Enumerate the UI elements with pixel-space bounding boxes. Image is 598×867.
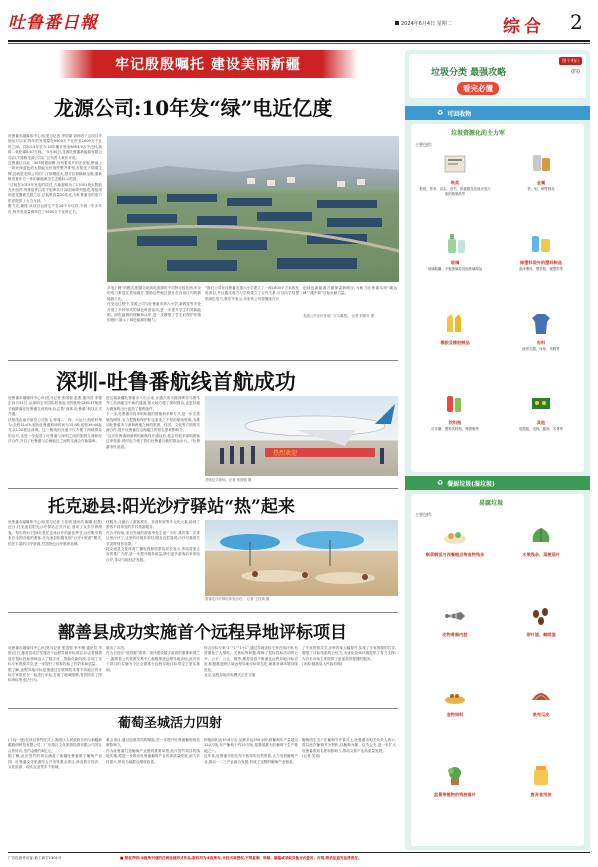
infographic-header [409, 54, 586, 98]
infographic-subtitle: 看完必懂 [457, 82, 499, 95]
article-body: 吐鲁番市融媒体中心讯(见习记者 张国强 赵燕 通讯员 李德正)5月31日,从深圳宝安国际机场起飞的航班CZ6137航班平稳降落在吐鲁番交河机场,标志着“深圳-吐鲁番”航线正式开通。 该航线由南方航空公司执飞,每周二、四、六运行,航班时刻为:去程11:05,到达吐鲁番机场时间为15:40;返程16:40起飞,21:20抵达深圳。这一航线的开通不仅方便了两地群众的出行,还进一步促进了吐鲁番与深圳之间的旅游交流和经济合作,开启了吐鲁番与沿海地区之间的交流合作新篇章。 [8, 396, 102, 444]
coffee-grounds-icon [527, 602, 555, 630]
page-number: 2 [570, 10, 583, 34]
category-label: 水果残余、菜梗菜叶 [522, 552, 560, 557]
issue-tag: (四) [571, 69, 580, 75]
category-label: 饮料瓶 [448, 420, 462, 425]
rubber-icon [441, 310, 469, 338]
solar-farm-photo [107, 136, 399, 282]
article-body: 多电上网”的模式,根据各地风电资源的不同特点按比例,多余的电力都送往其他地方,帮助这些地区提升在自治区内的新能源占比。 在发电过程中,龙源公司与吐鲁番市第六小学,新教室等多处开展了多种形式的绿色科普活动,进一步提升学生们对新能源、绿色能源的理解和认识,进一步增强了学生们保护环境的意识,展示了绿色能源的魅力。 [107, 286, 201, 323]
plant-branch-icon [441, 762, 469, 790]
category-item [505, 762, 577, 838]
category-item [419, 150, 491, 226]
svg-text:热烈欢迎: 热烈欢迎 [273, 451, 298, 457]
category-label: 茶叶渣、咖啡渣 [526, 632, 556, 637]
solar-farm-illustration [107, 136, 399, 282]
category-label: 剩菜剩饭与西餐糕点等食物残余 [425, 552, 485, 557]
leftover-food-icon [441, 522, 469, 550]
recyclable-section-bar [405, 106, 590, 120]
series-tag: 图个明白 [559, 57, 582, 65]
category-description: 电路板、电线、插座、木材等 [518, 427, 564, 431]
article-body: “我们公司在吐鲁番市第六小学建立了一座1800平方米的发电项目,并且通过电力与学校建立了合作关系,可以向学校提供绿色电力,黄东平表示,未来该公司将继续在开 [205, 286, 299, 301]
article-body: 做出了示范。 作为自治区“放管服”改革、加快建设数字政府的重要举措之一,鄯善县公共资源交易中心积极推进远程异地评标,此次首个项目的实施为今后全面推行远程异地评标奠定了坚实基础。 [106, 646, 200, 672]
article-body: (上接一版)在项目签约仪式上,鄯善区人民政府分别与新疆新疆数码科技有限公司、广东湾区文化旅游投资有限公司签订合作协议,签约金额约6亿元。 据了解,此次签约的项目涵盖了新疆吐鲁番数字葡萄产业园、吐鲁番文化旅游综合开发等重点项目,涉及数字经济、文化旅游、现代农业等多个领域。 [8, 738, 102, 770]
category-item [505, 310, 577, 386]
category-description: 可乐罐、塑料饮料瓶、啤酒瓶等 [431, 427, 479, 431]
article-headline: 托克逊县:阳光沙疗驿站“热”起来 [48, 497, 295, 517]
recyclable-types-label: 主要包括: [415, 142, 433, 147]
fruit-peel-icon [527, 682, 555, 710]
drink-bottle-icon [441, 390, 469, 418]
kitchen-icon: ♻ [437, 479, 444, 487]
category-item [419, 682, 491, 758]
category-item [419, 230, 491, 306]
cloth-icon [527, 310, 555, 338]
category-item [419, 762, 491, 838]
other-recyclable-icon [527, 390, 555, 418]
weekday: 星期二 [436, 21, 452, 27]
recyclable-icon: ♻ [437, 109, 444, 117]
category-label: 橡胶及橡胶制品 [440, 340, 470, 345]
category-label: 盆景等植物的残枝落叶 [434, 792, 476, 797]
article-body: 吐鲁番市融媒体中心讯(见习记者 李国斌 刘师乔)“这项目开始运行以来,每年的发电量在9500万千瓦时至1000万千瓦时之间。自2013年至今,10年累计发电9893.9万千瓦时,减排二氧化碳8.67万吨。”5月30日,龙源吐鲁番新能源有限公司(以下简称龙源公司)厂区负责人黄东平说。 在鲁番区以北、303国道南侧,分布着成片的光伏板,错落上一块块深蓝色的太阳能光伏组件整齐排列,在阳光下熠熠生辉,这就是龙源公司的厂区规模庞大,按方位和横纵全貌,重新焕发着东方一体的新能源全生态链标示范园。 “这间在2013年发电的项目,占地面积为了17001块太阳能光伏组件,每排组件由若干组串共计20组串阵列组成,每组串的逆变器被关联之后,总装机容量20兆瓦,为吐鲁番市的电力供应提供了大力支持。” 聚力完,最终,该项目运营生产在28个月以后,不到一年多年后,每年发电量维持在了9500万千瓦时左右。 [8, 134, 102, 214]
article-body: 重点项目,通过创意类结构赋能,进一步提升吐鲁番葡萄的品牌影响力。 作为吐鲁番打造葡萄产业链的重要举措,此次签约项目的落地实施,将进一步推动吐鲁番葡萄产业的高质量发展,助力乡村振兴,带动当地群众增收致富。 [106, 738, 200, 764]
masthead [0, 0, 598, 44]
article-headline: 葡萄圣城活力四射 [118, 716, 223, 731]
category-label: 其他 [536, 420, 546, 425]
category-description: 废弃衣服、床单、布鞋等 [522, 347, 560, 351]
plastic-icon [527, 230, 555, 258]
banner [58, 50, 358, 78]
kitchen-panel [411, 494, 584, 846]
category-item [505, 522, 577, 598]
category-label: 纸类 [450, 180, 460, 185]
glass-icon [441, 230, 469, 258]
fish-bone-icon [441, 602, 469, 630]
footer-license: 广告经营许可证:新工商字1301号 [8, 856, 62, 860]
vegetable-leaf-icon [527, 522, 555, 550]
pet-food-icon [441, 682, 469, 710]
banner-text: 牢记殷殷嘱托 建设美丽新疆 [115, 57, 301, 73]
footer-copyright: ■ 版权声明:本报所刊登的任何原创形式作品,版权均为本报所有,未经书面授权,不得复制、转载、摘编或采取其他方式使用。否则,将依法追究法律责任。 [120, 856, 362, 860]
sand-therapy-illustration [205, 520, 398, 596]
category-item [419, 602, 491, 678]
category-item [505, 682, 577, 758]
category-label: 果壳瓜皮 [532, 712, 550, 717]
category-description: 泡沫塑料、塑料瓶、硬塑料等 [518, 267, 564, 271]
category-item [419, 522, 491, 598]
recyclable-section-title: 可回收物 [447, 110, 472, 118]
category-item [419, 310, 491, 386]
category-item [505, 390, 577, 466]
article-headline: 深圳-吐鲁番航线首航成功 [56, 369, 296, 394]
section-divider [8, 612, 398, 613]
metal-icon [527, 150, 555, 178]
section-divider [8, 360, 398, 361]
photo-caption: 龙源公司光伏发电厂区鸟瞰图。 记者 刘师乔 摄 [303, 314, 375, 318]
airplane-photo [205, 396, 398, 476]
article-body: 创绿色新能源方面探索新路径,为助力吐鲁番实现“碳达峰”“碳中和”目标贡献力量。 [303, 286, 397, 296]
newspaper-logo: 吐鲁番日報 [8, 13, 98, 33]
section-divider [8, 708, 398, 709]
infographic-title: 垃圾分类 最强攻略 [431, 68, 507, 78]
article-body: 吐鲁番市融媒体中心讯(见习记者 张国强 李冬梅 通讯员 李婷)近日,鄯善县成功实施首个远程异地评标项目,标志着鄯善县在招标投标领域迈入了数字化、智能化新阶段,实现了评标专家资源共享,进一步提升了招标投标工作效率和质量。 据了解,远程异地评标是指通过互联网技术将不同地区的评标专家组织在一起进行评标,打破了地域限制,有效防范了围标串标等违法行为。 [8, 646, 102, 683]
article-headline: 鄯善县成功实施首个远程异地评标项目 [58, 623, 347, 643]
category-label: 除塑料袋外的塑料制品 [520, 260, 562, 265]
category-item [505, 230, 577, 306]
category-label: 金属 [536, 180, 546, 185]
article-body: 葡萄园生态!”在葡萄节开幕式上,吐鲁番市相关负责人表示,将以此次葡萄节为契机,以葡萄为媒、以节会友,进一步扩大吐鲁番的知名度和影响力,推动文旅产业高质量发展。 (记者 吴铭) [302, 738, 396, 759]
photo-caption: 首航仪式现场。记者 张国强 摄 [205, 478, 252, 482]
kitchen-section-bar [405, 476, 590, 490]
category-description: 玻璃瓶罐、平板玻璃及其他玻璃制品 [427, 267, 483, 271]
article-body: 吐鲁番市融媒体中心讯(见习记者 王佳婧 通讯员 陈娜 赵燕)近日,托克逊县阳光沙疗驿站正式开业,迎来了众多疗养游客。每年的5月至8月是托克逊沙疗的最佳季节,沙疗吸引着来自全国各地的游客,托克逊县积极发展“沙疗+旅游”模式,依托丰富的沙疗资源,打造特色沙疗康养品牌。 [8, 520, 102, 546]
category-label: 动物骨骼内脏 [442, 632, 468, 637]
masthead-date [395, 20, 452, 27]
cooking-oil-icon [527, 762, 555, 790]
kitchen-main-title: 易腐垃圾 [479, 500, 504, 507]
recyclable-panel [411, 124, 584, 472]
article-body: 了专家资源共享,评审效率大幅提升,实现了专家资源的共享,增强了评标结果的公信力,为优化营商环境提供了有力支撑,为各类市场主体提供了更加高效便捷的服务。 (来源:鄯善县人民政府网) [302, 646, 396, 667]
footer-divider [8, 852, 590, 853]
airplane-illustration [205, 396, 398, 476]
paper-icon [441, 150, 469, 178]
photo-caption: 游客在沙疗驿站体验沙疗。 记者 王佳婧 摄 [205, 597, 270, 601]
category-description: 铁、铝、铜等制品 [527, 187, 555, 191]
category-item [505, 150, 577, 226]
issue-date: 2024年6月4日 [401, 21, 436, 27]
section-divider [8, 488, 398, 489]
sand-therapy-photo [205, 520, 398, 596]
kitchen-types-label: 主要包括: [415, 512, 433, 517]
category-item [419, 390, 491, 466]
article-body: 种植面积达35.6万亩,品种多达550余种,鲜葡萄年产量超过120万吨,年产葡萄干约25万吨,是我国最大的葡萄干生产基地之一。 近年来,吐鲁番市依托得天独厚的自然资源,大力发展葡萄产业,推动一二三产业融合发展,形成了完整的葡萄产业链条。 [204, 738, 298, 764]
category-label: 宠物饲料 [446, 712, 464, 717]
section-title: 综合 [503, 17, 545, 37]
category-label: 布料 [536, 340, 546, 345]
category-label: 玻璃 [450, 260, 460, 265]
kitchen-section-title: 餐厨垃圾(湿垃圾) [447, 480, 495, 488]
article-body: 进区域新疆吐鲁番市入出示来,开通次成为继深圳至乌鲁木齐之后两地空中新的通道,极大地方便了深圳群众,也更好地为游客的出行创造了便利条件。 下一步,吐鲁番市将采取积极的措施和多种方式,进一步完善航线网络,全力把握和保护好这条来之不易的航线资源,为推动吐鲁番市与深圳两地之间的旅游、经济、文化等方面的交流合作,提升吐鲁番在沿海地区的知名度和影响力。 “这次吐鲁番到深圳的新航线开通以后,将会有很多深圳游客过来旅游,同时也方便了我们吐鲁番当地的群众出行。”吐鲁番市民说道。 [106, 396, 200, 449]
garbage-infographic [405, 50, 590, 850]
recyclable-main-title: 垃圾资源化的主力军 [451, 130, 506, 137]
article-body: 疗服务,还融合了游客观光、美食民宿等多元化元素,给到了游客不同体验的乡村旅游服务。 在沙疗现场,来自外地的游客李先生说:“今年,我们第二次来这里沙疗了,这里的环境非常好,服务也很周到,沙疗对我的关节炎特别有效果。” 托克逊县文化体育广播电视和旅游局局长表示,该局将加大宣传推广力度,进一步提升服务质量,吸引更多游客前来体验沙疗,带动当地经济发展。 [106, 520, 200, 562]
masthead-divider-red [8, 43, 590, 44]
category-item [505, 602, 577, 678]
article-body: 综合评标专家“1”“1”“1+1”,通过异地评标专家在线评审,有效避免了人情标、关系标等问题,保障了招标投标活动的公开、公平、公正。据悉,鄯善县将不断深化远程异地评标应用,积极推进跨区域远程异地评标常态化,助推营商环境持续优化。 北京,远程异地评标模式正在实施 [204, 646, 298, 678]
category-description: 报纸、传单、杂志、旧书、纸板箱及其他未受污染的纸制品等 [419, 187, 491, 196]
article-headline: 龙源公司:10年发“绿”电近亿度 [54, 96, 333, 120]
category-label: 废弃食用油 [530, 792, 552, 797]
